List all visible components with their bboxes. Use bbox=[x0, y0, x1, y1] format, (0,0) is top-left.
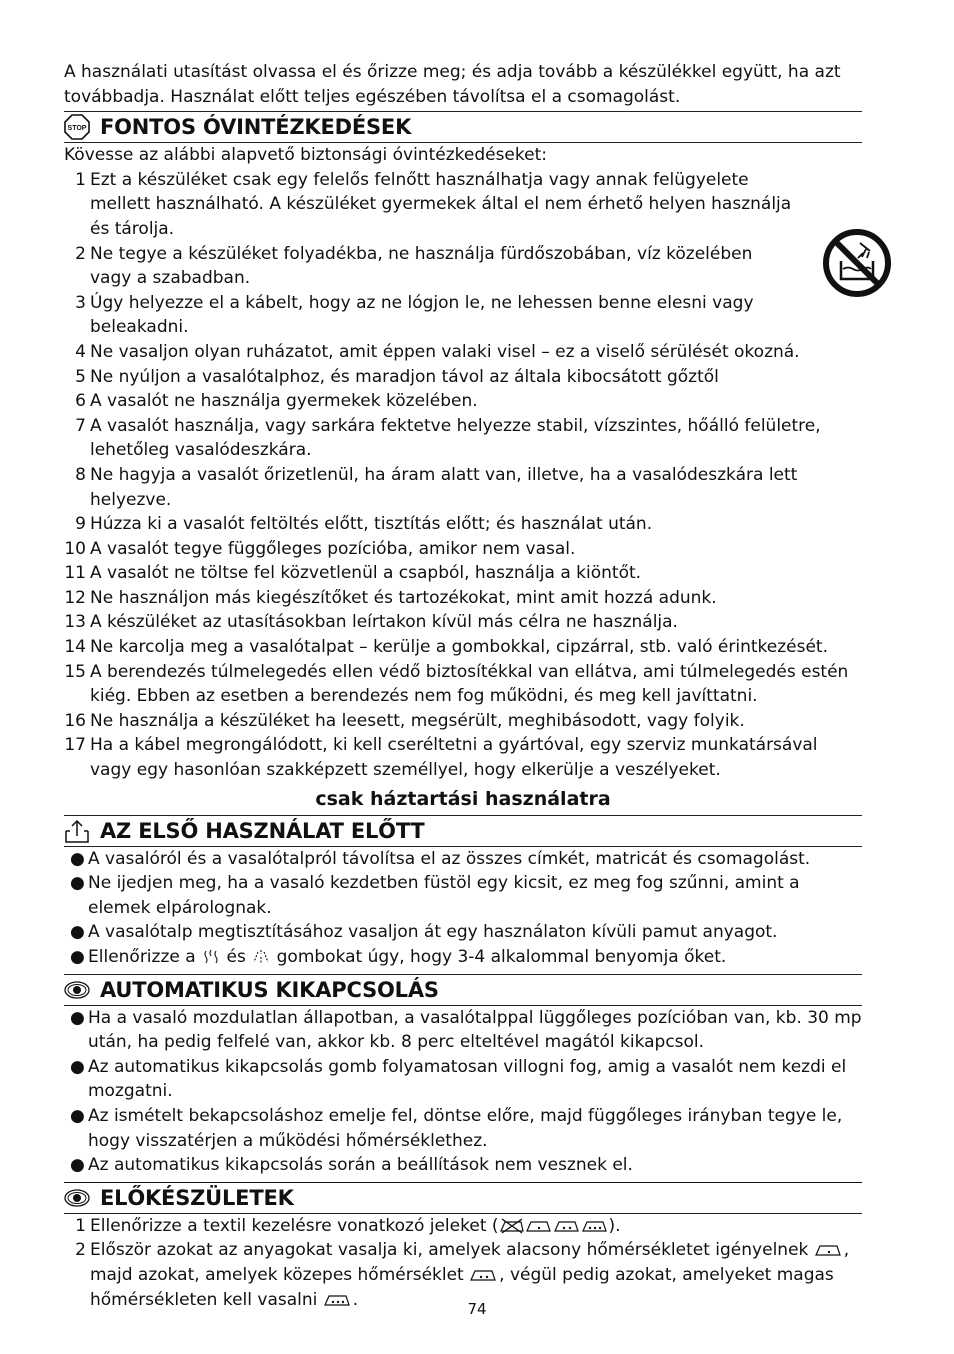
prep-item1-post: ). bbox=[608, 1215, 621, 1236]
prep-item2-a: Először azokat az anyagokat vasalja ki, amelyek alacsony hőmérsékletet igényelnek bbox=[90, 1240, 809, 1261]
first-use-check-post: gombokat úgy, hogy 3-4 alkalommal benyomja őket. bbox=[276, 947, 727, 967]
first-use-header bbox=[64, 815, 862, 847]
item-number: 14 bbox=[64, 637, 86, 658]
prep-item2-b: , bbox=[843, 1240, 850, 1261]
bullet-dot: ● bbox=[70, 1105, 85, 1126]
item-text: Ne ijedjen meg, ha a vasaló kezdetben füstöl egy kicsit, ez meg fog szűnni, amint a elemek elpárolognak. bbox=[88, 873, 800, 918]
list-item bbox=[64, 1055, 862, 1104]
first-use-title: AZ ELSŐ HASZNÁLAT ELŐTT bbox=[100, 818, 425, 843]
item-text: Ne vasaljon olyan ruházatot, amit éppen valaki visel – ez a viselő sérülését okozná. bbox=[90, 341, 800, 362]
item-number: 9 bbox=[75, 514, 86, 535]
list-item bbox=[64, 1006, 862, 1055]
auto-off-header bbox=[64, 974, 862, 1006]
item-text: Ha a kábel megrongálódott, ki kell cseréltetni a gyártóval, egy szerviz munkatársával vagy egy hasonlóan szakképzett személlyel, hogy elkerülje a veszélyeket. bbox=[90, 735, 818, 781]
item-text: Ne hagyja a vasalót őrizetlenül, ha áram alatt van, illetve, ha a vasalódeszkára lett helyezve. bbox=[90, 464, 798, 510]
item-number: 13 bbox=[64, 612, 86, 633]
item-text: A vasalót használja, vagy sarkára fektetve helyezze stabil, vízszintes, hőálló felületre, lehetőleg vasalódeszkára. bbox=[90, 415, 821, 461]
first-use-check-pre: Ellenőrizze a bbox=[88, 947, 196, 967]
prep-item1-pre: Ellenőrizze a textil kezelésre vonatkozó jeleket ( bbox=[90, 1215, 499, 1236]
item-text: A berendezés túlmelegedés ellen védő biztosítékkal van ellátva, ami túlmelegedés estén kiég. Ebben az esetben a berendezés nem fog működni, és meg kell javíttatni. bbox=[90, 661, 849, 707]
list-item bbox=[64, 512, 862, 537]
no-bath-icon bbox=[822, 225, 892, 301]
list-item bbox=[64, 561, 862, 586]
list-item bbox=[64, 537, 862, 562]
item-number: 16 bbox=[64, 710, 86, 731]
auto-off-title: AUTOMATIKUS KIKAPCSOLÁS bbox=[100, 977, 439, 1002]
item-number: 17 bbox=[64, 735, 86, 756]
safety-list bbox=[64, 168, 862, 783]
item-number: 11 bbox=[64, 563, 86, 584]
list-item bbox=[64, 242, 862, 291]
item-text: A vasalót tegye függőleges pozícióba, amikor nem vasal. bbox=[90, 538, 576, 559]
item-number: 4 bbox=[75, 341, 86, 362]
spray-button-icon bbox=[251, 948, 271, 966]
list-item bbox=[64, 733, 862, 782]
item-text: Az automatikus kikapcsolás gomb folyamatosan villogni fog, amig a vasalót nem kezdi el mozgatni. bbox=[88, 1056, 847, 1102]
page-number: 74 bbox=[467, 1300, 487, 1318]
no-iron-icon bbox=[499, 1218, 525, 1234]
item-number: 6 bbox=[75, 391, 86, 412]
safety-title: FONTOS ÓVINTÉZKEDÉSEK bbox=[100, 115, 412, 140]
item-text: Ne tegye a készüléket folyadékba, ne használja fürdőszobában, víz közelében vagy a szabadban. bbox=[90, 243, 753, 289]
item-number: 7 bbox=[75, 415, 86, 436]
eye-icon bbox=[64, 977, 90, 1003]
list-item bbox=[64, 1104, 862, 1153]
item-text: A vasalótalp megtisztításához vasaljon át egy használaton kívüli pamut anyagot. bbox=[88, 922, 778, 943]
bullet-dot: ● bbox=[70, 873, 85, 894]
list-item bbox=[64, 414, 862, 463]
item-number: 1 bbox=[75, 169, 86, 190]
list-item bbox=[64, 1153, 862, 1178]
item-text: Ne használjon más kiegészítőket és tartozékokat, mint amit hozzá adunk. bbox=[90, 587, 717, 608]
item-text: A vasalóról és a vasalótalpról távolítsa el az összes címkét, matricát és csomagolást. bbox=[88, 848, 811, 869]
first-use-list bbox=[64, 847, 862, 945]
bullet-dot: ● bbox=[70, 848, 85, 869]
bullet-dot: ● bbox=[70, 1155, 85, 1176]
iron-low-icon bbox=[814, 1242, 844, 1258]
item-number: 8 bbox=[75, 464, 86, 485]
iron-medium-icon bbox=[469, 1267, 499, 1283]
item-text: Az automatikus kikapcsolás során a beállítások nem vesznek el. bbox=[88, 1155, 633, 1176]
list-item bbox=[64, 847, 862, 872]
item-text: Az ismételt bekapcsoláshoz emelje fel, döntse előre, majd függőleges irányban tegye le, hogy visszatérjen a működési hőmérséklethez. bbox=[88, 1105, 843, 1151]
item-text: Ne használja a készüléket ha leesett, megsérült, meghibásodott, vagy folyik. bbox=[90, 710, 745, 731]
prep-item2-c: majd azokat, amelyek közepes hőmérséklet bbox=[90, 1264, 464, 1285]
list-item: 2 Először azokat az anyagokat vasalja ki, amelyek alacsony hőmérsékletet igényelnek , majd azokat, amelyek közepes hőmérséklet , végül pedig azokat, amelyeket magas hőmérsékleten kell vasalni . bbox=[75, 1240, 850, 1310]
prep-item2-e: hőmérsékleten kell vasalni bbox=[90, 1289, 318, 1310]
iron-high-icon bbox=[581, 1218, 609, 1234]
prep-header bbox=[64, 1182, 862, 1214]
item-text: A vasalót ne használja gyermekek közelében. bbox=[90, 391, 478, 412]
svg-text:STOP: STOP bbox=[67, 125, 87, 133]
page-content bbox=[64, 60, 862, 1312]
list-item bbox=[64, 463, 862, 512]
item-text: A készüléket az utasításokban leírtakon kívül más célra ne használja. bbox=[90, 612, 678, 633]
item-number: 12 bbox=[64, 587, 86, 608]
iron-low-icon bbox=[525, 1218, 553, 1234]
list-item bbox=[64, 920, 862, 945]
item-text: Ne karcolja meg a vasalótalpat – kerülje a gombokkal, cipzárral, stb. való érintkezését. bbox=[90, 637, 828, 658]
item-number: 10 bbox=[64, 538, 86, 559]
prep-title: ELŐKÉSZÜLETEK bbox=[100, 1185, 294, 1210]
item-text: Ne nyúljon a vasalótalphoz, és maradjon távol az általa kibocsátott gőztől bbox=[90, 366, 719, 387]
bullet-dot: ● bbox=[70, 922, 85, 943]
first-use-check-mid: és bbox=[226, 947, 246, 967]
list-item bbox=[64, 610, 862, 635]
bullet-dot: ● bbox=[70, 1056, 85, 1077]
item-text: Úgy helyezze el a kábelt, hogy az ne lógjon le, ne lehessen benne elesni vagy beleakadni. bbox=[90, 292, 754, 338]
steam-button-icon bbox=[201, 948, 221, 966]
list-item bbox=[64, 168, 862, 242]
intro-text: A használati utasítást olvassa el és őrizze meg; és adja tovább a készülékkel együtt, ha azt továbbadja. Használat előtt teljes egészében távolítsa el a csomagolást. bbox=[64, 62, 841, 107]
list-item bbox=[64, 871, 862, 920]
item-text: Ha a vasaló mozdulatlan állapotban, a vasalótalppal lüggőleges pozícióban van, kb. 30 mp után, ha pedig felfelé van, akkor kb. 8 perc elteltével magától kikapcsol. bbox=[88, 1007, 862, 1053]
list-item bbox=[64, 291, 862, 340]
item-number: 2 bbox=[75, 243, 86, 264]
auto-off-list bbox=[64, 1006, 862, 1178]
item-number: 3 bbox=[75, 292, 86, 313]
safety-header bbox=[64, 111, 862, 143]
item-text: A vasalót ne töltse fel közvetlenül a csapból, használja a kiöntőt. bbox=[90, 563, 642, 584]
list-item bbox=[64, 635, 862, 660]
eye-icon bbox=[64, 1185, 90, 1211]
item-number: 5 bbox=[75, 366, 86, 387]
list-item bbox=[64, 660, 862, 709]
iron-medium-icon bbox=[553, 1218, 581, 1234]
list-item: 1 Ellenőrizze a textil kezelésre vonatkozó jeleket ( ). bbox=[75, 1215, 621, 1236]
list-item bbox=[64, 365, 862, 390]
list-item bbox=[64, 945, 862, 970]
bullet-dot: ● bbox=[70, 1007, 85, 1028]
item-text: Ezt a készüléket csak egy felelős felnőtt használhatja vagy annak felügyelete mellett használható. A készüléket gyermekek által el nem érhető helyen használja és tárolja. bbox=[90, 169, 792, 239]
household-note: csak háztartási használatra bbox=[315, 787, 611, 810]
item-number: 15 bbox=[64, 661, 86, 682]
list-item bbox=[64, 586, 862, 611]
safety-lead: Kövesse az alábbi alapvető biztonsági óvintézkedéseket: bbox=[64, 145, 547, 166]
stop-icon bbox=[64, 114, 90, 140]
prep-item2-d: , végül pedig azokat, amelyeket magas bbox=[499, 1264, 834, 1285]
bullet-dot: ● bbox=[70, 947, 85, 967]
list-item bbox=[64, 389, 862, 414]
unpack-icon bbox=[64, 818, 90, 844]
list-item bbox=[64, 340, 862, 365]
prep-item2-f: . bbox=[352, 1289, 359, 1310]
list-item bbox=[64, 709, 862, 734]
item-text: Húzza ki a vasalót feltöltés előtt, tisztítás előtt; és használat után. bbox=[90, 514, 653, 535]
